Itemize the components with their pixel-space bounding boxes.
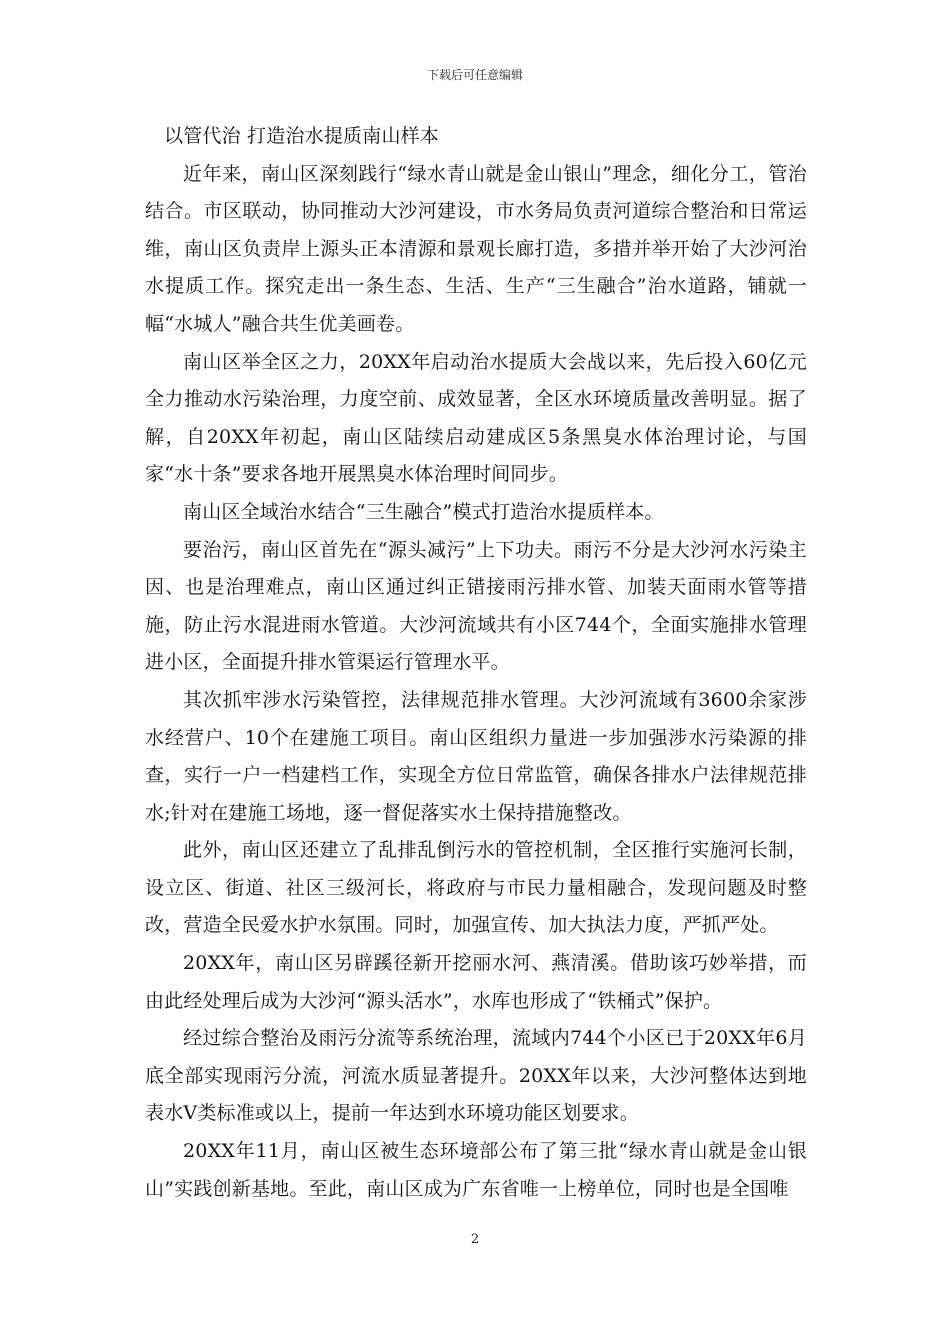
page-header: 下载后可任意编辑 bbox=[426, 68, 523, 82]
paragraph-6: 此外，南山区还建立了乱排乱倒污水的管控机制，全区推行实施河长制，设立区、街道、社区三级河长，将政府与市民力量相融合，发现问题及时整改，营造全民爱水护水氛围。同时，加强宣传、加大执法力度，严抓严处。 bbox=[145, 839, 807, 937]
page-number: 2 bbox=[470, 1232, 480, 1247]
paragraph-3: 南山区全域治水结合“三生融合”模式打造治水提质样本。 bbox=[183, 500, 664, 523]
paragraph-9: 20XX年11月，南山区被生态环境部公布了第三批“绿水青山就是金山银山”实践创新基地。至此，南山区成为广东省唯一上榜单位，同时也是全国唯 bbox=[145, 1140, 807, 1200]
document-title: 以管代治 打造治水提质南山样本 bbox=[164, 125, 440, 147]
paragraph-1: 近年来，南山区深刻践行“绿水青山就是金山银山”理念，细化分工，管治结合。市区联动，协同推动大沙河建设，市水务局负责河道综合整治和日常运维，南山区负责岸上源头正本清源和景观长廊打造，多措并举开始了大沙河治水提质工作。探究走出一条生态、生活、生产“三生融合”治水道路，铺就一幅“水城人”融合共生优美画卷。 bbox=[145, 162, 807, 335]
paragraph-7: 20XX年，南山区另辟蹊径新开挖丽水河、燕清溪。借助该巧妙举措，而由此经处理后成为大沙河“源头活水”，水库也形成了“铁桶式”保护。 bbox=[145, 952, 807, 1012]
paragraph-5: 其次抓牢涉水污染管控，法律规范排水管理。大沙河流域有3600余家涉水经营户、10个在建施工项目。南山区组织力量进一步加强涉水污染源的排查，实行一户一档建档工作，实现全方位日常监管，确保各排水户法律规范排水;针对在建施工场地，逐一督促落实水土保持措施整改。 bbox=[145, 688, 807, 824]
paragraph-2: 南山区举全区之力，20XX年启动治水提质大会战以来，先后投入60亿元全力推动水污染治理，力度空前、成效显著，全区水环境质量改善明显。据了解，自20XX年初起，南山区陆续启动建成区5条黑臭水体治理讨论，与国家“水十条”要求各地开展黑臭水体治理时间同步。 bbox=[145, 350, 807, 486]
document-body bbox=[145, 118, 807, 1208]
paragraph-8: 经过综合整治及雨污分流等系统治理，流域内744个小区已于20XX年6月底全部实现雨污分流，河流水质显著提升。20XX年以来，大沙河整体达到地表水Ⅴ类标准或以上，提前一年达到水环境功能区划要求。 bbox=[145, 1027, 807, 1125]
paragraph-4: 要治污，南山区首先在“源头减污”上下功夫。雨污不分是大沙河水污染主因、也是治理难点，南山区通过纠正错接雨污排水管、加装天面雨水管等措施，防止污水混进雨水管道。大沙河流域共有小区744个，全面实施排水管理进小区，全面提升排水管渠运行管理水平。 bbox=[145, 538, 807, 674]
